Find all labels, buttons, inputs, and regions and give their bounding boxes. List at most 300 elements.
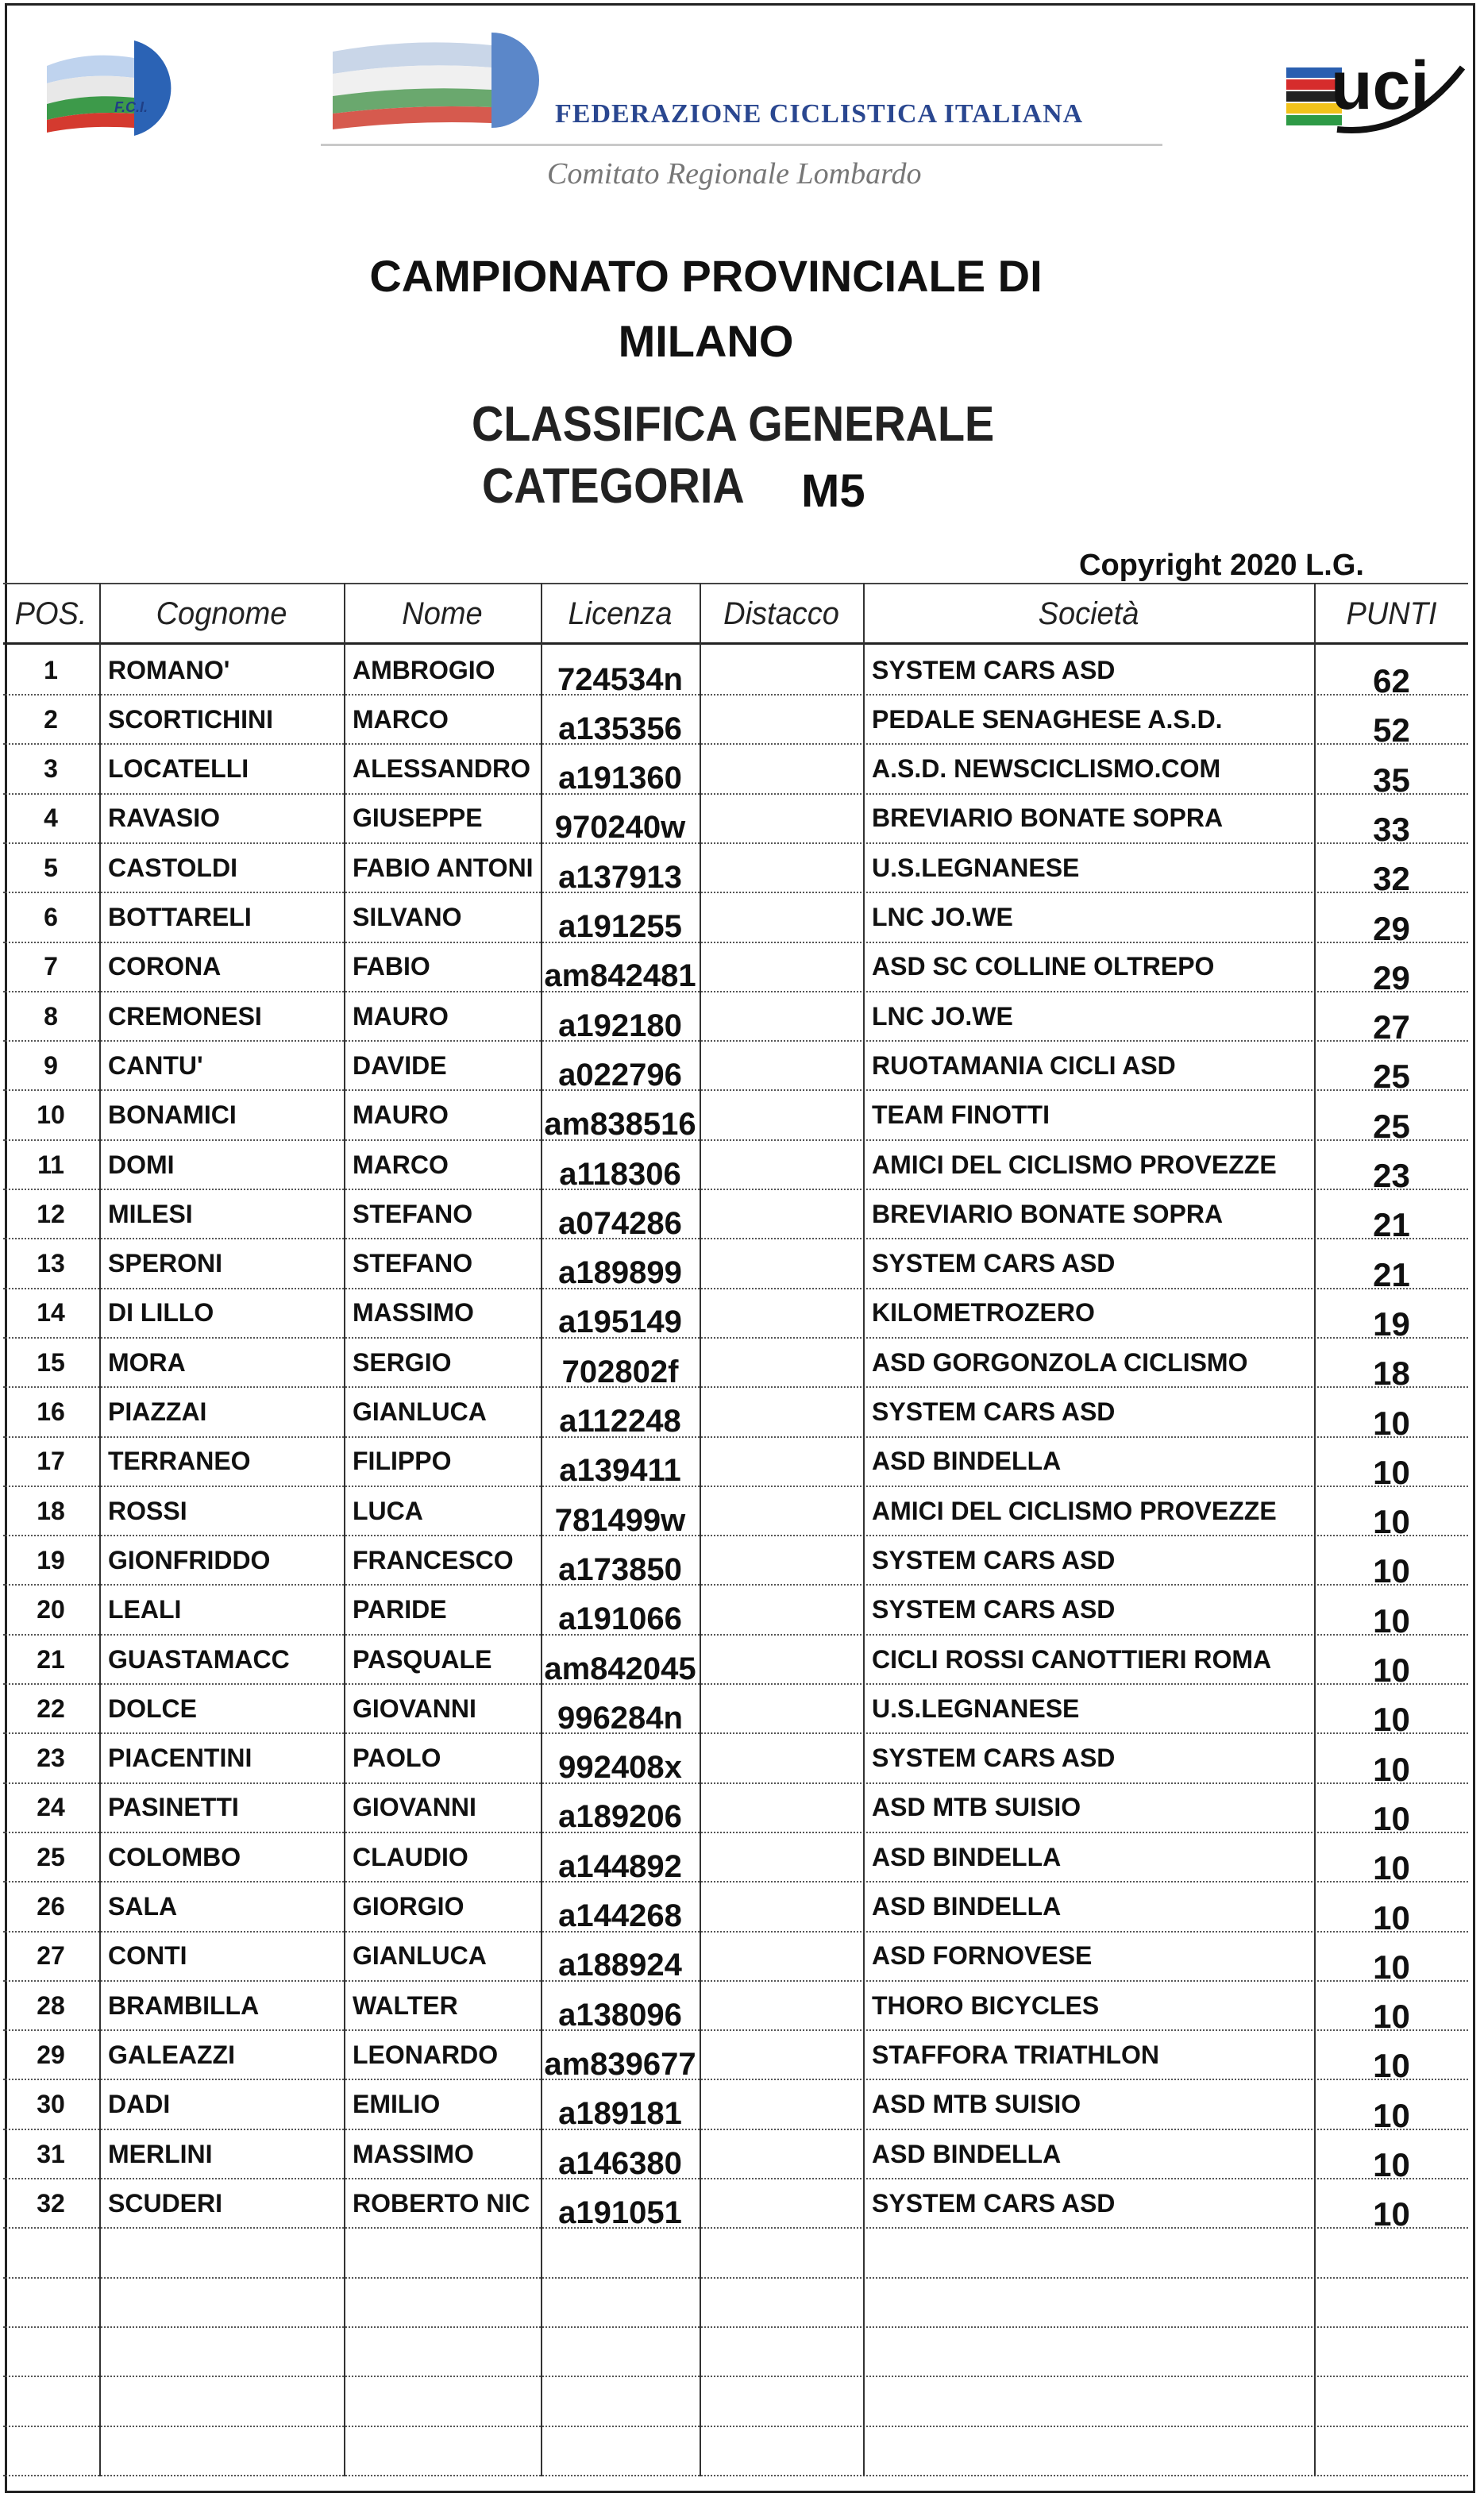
cell-societa: SYSTEM CARS ASD — [872, 1249, 1116, 1278]
cell-punti: 19 — [1373, 1304, 1410, 1343]
cell-licenza — [537, 2427, 703, 2484]
cell-nome: AMBROGIO — [353, 655, 495, 684]
table-row — [3, 1389, 1468, 1442]
cell-cognome: GUASTAMACC — [108, 1644, 290, 1674]
cell-cognome: TERRANEO — [108, 1447, 251, 1476]
cell-cognome: PIAZZAI — [108, 1397, 207, 1426]
cell-societa: AMICI DEL CICLISMO PROVEZZE — [872, 1150, 1277, 1179]
cell-nome: WALTER — [353, 1990, 458, 2020]
cell-pos — [3, 2229, 98, 2277]
table-row — [3, 894, 1468, 947]
cell-distacco — [700, 795, 870, 842]
cell-nome: GIOVANNI — [353, 1793, 476, 1822]
classification-title: CLASSIFICA GENERALE — [472, 397, 995, 452]
cell-societa: BREVIARIO BONATE SOPRA — [872, 1199, 1224, 1228]
cell-distacco — [700, 2179, 870, 2227]
cell-licenza: a195149 — [558, 1304, 682, 1340]
cell-societa: CICLI ROSSI CANOTTIERI ROMA — [872, 1644, 1272, 1674]
cell-distacco — [700, 2378, 870, 2426]
cell-distacco — [700, 1141, 870, 1189]
cell-societa: SYSTEM CARS ASD — [872, 1595, 1116, 1624]
cell-nome: GIOVANNI — [353, 1694, 476, 1723]
cell-societa: U.S.LEGNANESE — [872, 853, 1080, 882]
fci-logo-icon — [39, 34, 214, 141]
cell-punti: 10 — [1373, 2195, 1410, 2233]
cell-licenza: a191066 — [558, 1601, 682, 1637]
cell-societa — [864, 2328, 1321, 2376]
cell-pos: 5 — [44, 853, 58, 882]
table-row — [3, 2130, 1468, 2183]
category-label: CATEGORIA — [482, 459, 745, 514]
table-row — [3, 1141, 1468, 1194]
cell-licenza: a144268 — [558, 1898, 682, 1933]
cell-cognome: BONAMICI — [108, 1100, 237, 1130]
cell-licenza: a189181 — [558, 2096, 682, 2132]
cell-societa: RUOTAMANIA CICLI ASD — [872, 1050, 1176, 1080]
cell-licenza: a146380 — [558, 2145, 682, 2181]
table-row — [3, 1735, 1468, 1788]
cell-cognome: BOTTARELI — [108, 903, 252, 931]
cell-distacco — [700, 1933, 870, 1980]
table-row — [3, 1289, 1468, 1343]
cell-nome: FILIPPO — [353, 1447, 452, 1476]
table-row — [3, 795, 1468, 848]
cell-licenza: a144892 — [558, 1848, 682, 1884]
cell-distacco — [700, 1289, 870, 1337]
cell-distacco — [700, 2328, 870, 2376]
cell-cognome — [100, 2378, 351, 2426]
cell-distacco — [700, 1982, 870, 2029]
uci-logo-icon — [1282, 36, 1472, 143]
cell-distacco — [700, 1092, 870, 1139]
column-divider — [700, 583, 701, 2476]
cell-licenza — [537, 2328, 703, 2385]
empty-table-row — [3, 2229, 1468, 2279]
cell-cognome: SPERONI — [108, 1249, 223, 1278]
cell-distacco — [700, 1190, 870, 1238]
cell-punti: 10 — [1373, 1750, 1410, 1788]
cell-cognome: MORA — [108, 1347, 186, 1377]
cell-societa — [864, 2427, 1321, 2475]
cell-distacco — [700, 1883, 870, 1931]
cell-licenza: a112248 — [559, 1404, 681, 1439]
cell-pos: 22 — [37, 1694, 65, 1723]
cell-punti: 10 — [1373, 1453, 1410, 1491]
cell-societa: LNC JO.WE — [872, 1001, 1013, 1031]
column-divider — [99, 583, 101, 2476]
cell-societa: BREVIARIO BONATE SOPRA — [872, 803, 1224, 833]
cell-nome: LEONARDO — [353, 2040, 499, 2069]
cell-nome — [345, 2427, 548, 2475]
cell-pos — [3, 2427, 98, 2475]
cell-licenza — [537, 2229, 703, 2287]
cell-cognome: GALEAZZI — [108, 2040, 235, 2069]
table-row — [3, 1883, 1468, 1936]
table-row — [3, 1190, 1468, 1244]
cell-distacco — [700, 1685, 870, 1732]
cell-nome: GIORGIO — [353, 1892, 464, 1921]
cell-punti: 10 — [1373, 1898, 1410, 1936]
cell-distacco — [700, 1636, 870, 1683]
cell-licenza: a189206 — [558, 1799, 682, 1835]
cell-licenza: 724534n — [557, 661, 683, 697]
cell-societa: ASD BINDELLA — [872, 1447, 1062, 1476]
table-row — [3, 646, 1468, 699]
header-punti: PUNTI — [1346, 595, 1437, 631]
cell-pos: 14 — [37, 1298, 65, 1328]
cell-nome: FABIO ANTONI — [353, 853, 534, 882]
empty-table-row — [3, 2378, 1468, 2427]
cell-nome: LUCA — [353, 1496, 423, 1525]
cell-licenza: a135356 — [558, 711, 682, 746]
cell-pos: 4 — [44, 803, 58, 833]
empty-table-row — [3, 2328, 1468, 2377]
cell-punti: 10 — [1373, 1849, 1410, 1887]
cell-punti: 25 — [1373, 1107, 1410, 1145]
cell-cognome: DOLCE — [108, 1694, 197, 1723]
cell-societa: KILOMETROZERO — [872, 1298, 1095, 1328]
cell-distacco — [700, 844, 870, 892]
cell-cognome: COLOMBO — [108, 1842, 241, 1871]
cell-licenza: 781499w — [554, 1502, 686, 1538]
column-divider — [541, 583, 542, 2476]
cell-pos: 8 — [44, 1001, 58, 1031]
cell-pos: 23 — [37, 1744, 65, 1773]
cell-cognome — [100, 2328, 351, 2376]
cell-distacco — [700, 1389, 870, 1436]
cell-licenza: 702802f — [561, 1354, 679, 1389]
table-row — [3, 2081, 1468, 2134]
cell-licenza: a191051 — [558, 2195, 682, 2230]
cell-nome: MARCO — [353, 704, 449, 734]
cell-societa — [864, 2229, 1321, 2277]
cell-societa: ASD SC COLLINE OLTREPO — [872, 952, 1215, 981]
cell-cognome: ROSSI — [108, 1496, 187, 1525]
cell-nome: ROBERTO NIC — [353, 2188, 530, 2218]
cell-nome: SILVANO — [353, 903, 462, 931]
federation-name: FEDERAZIONE CICLISTICA ITALIANA — [555, 99, 1084, 129]
table-row — [3, 1833, 1468, 1887]
cell-punti: 10 — [1373, 1701, 1410, 1739]
cell-punti: 29 — [1373, 909, 1410, 947]
category-value: M5 — [801, 465, 865, 517]
cell-punti: 10 — [1373, 1552, 1410, 1590]
cell-nome: STEFANO — [353, 1249, 473, 1278]
cell-pos: 15 — [37, 1347, 65, 1377]
table-row — [3, 746, 1468, 799]
cell-pos: 26 — [37, 1892, 65, 1921]
header-pos: POS. — [14, 595, 87, 631]
cell-nome: PASQUALE — [353, 1644, 492, 1674]
cell-pos: 31 — [37, 2139, 65, 2168]
empty-table-row — [3, 2279, 1468, 2328]
cell-societa: ASD BINDELLA — [872, 1892, 1062, 1921]
cell-societa: U.S.LEGNANESE — [872, 1694, 1080, 1723]
cell-nome: ALESSANDRO — [353, 754, 531, 784]
cell-cognome: DADI — [108, 2090, 171, 2119]
cell-punti: 10 — [1373, 1503, 1410, 1541]
header-societa: Società — [1038, 595, 1139, 631]
cell-societa: ASD FORNOVESE — [872, 1941, 1093, 1971]
cell-distacco — [700, 1240, 870, 1288]
federation-flag-icon — [325, 28, 555, 135]
cell-societa: LNC JO.WE — [872, 903, 1013, 931]
cell-societa: AMICI DEL CICLISMO PROVEZZE — [872, 1496, 1277, 1525]
cell-societa: ASD MTB SUISIO — [872, 2090, 1081, 2119]
header-distacco: Distacco — [723, 595, 839, 631]
cell-licenza: a137913 — [558, 859, 682, 895]
cell-nome: FRANCESCO — [353, 1545, 514, 1574]
title-line-2: MILANO — [618, 316, 794, 366]
cell-licenza — [537, 2378, 703, 2435]
cell-nome: MARCO — [353, 1150, 449, 1179]
cell-pos — [3, 2378, 98, 2426]
copyright-notice: Copyright 2020 L.G. — [1079, 549, 1364, 582]
cell-societa: SYSTEM CARS ASD — [872, 1744, 1116, 1773]
cell-societa: SYSTEM CARS ASD — [872, 1397, 1116, 1426]
cell-licenza: am842045 — [544, 1651, 696, 1686]
cell-punti: 23 — [1373, 1157, 1410, 1194]
cell-licenza: 992408x — [558, 1750, 682, 1786]
cell-societa — [864, 2279, 1321, 2326]
cell-nome — [345, 2328, 548, 2376]
cell-punti: 27 — [1373, 1008, 1410, 1046]
cell-licenza: a118306 — [559, 1156, 681, 1192]
cell-punti: 21 — [1373, 1206, 1410, 1244]
cell-cognome: LOCATELLI — [108, 754, 249, 784]
table-row — [3, 1685, 1468, 1739]
cell-nome: MAURO — [353, 1001, 449, 1031]
table-row — [3, 1487, 1468, 1541]
cell-cognome — [100, 2427, 351, 2475]
cell-cognome: SCUDERI — [108, 2188, 223, 2218]
cell-licenza: a139411 — [559, 1453, 681, 1489]
cell-licenza: am839677 — [544, 2046, 696, 2082]
cell-distacco — [700, 2130, 870, 2178]
cell-punti: 10 — [1373, 2047, 1410, 2085]
cell-licenza: a022796 — [558, 1057, 682, 1093]
cell-distacco — [700, 696, 870, 743]
cell-licenza: a189899 — [558, 1255, 682, 1291]
cell-nome — [345, 2378, 548, 2426]
cell-distacco — [700, 1438, 870, 1486]
cell-punti — [1315, 2427, 1468, 2486]
cell-pos: 30 — [37, 2090, 65, 2119]
cell-societa: ASD BINDELLA — [872, 1842, 1062, 1871]
cell-pos: 20 — [37, 1595, 65, 1624]
cell-nome — [345, 2279, 548, 2326]
table-row — [3, 2031, 1468, 2085]
cell-distacco — [700, 646, 870, 694]
header-cognome: Cognome — [156, 595, 287, 631]
cell-cognome: CASTOLDI — [108, 853, 237, 882]
cell-cognome: SALA — [108, 1892, 178, 1921]
cell-pos: 16 — [37, 1397, 65, 1426]
cell-pos — [3, 2328, 98, 2376]
table-row — [3, 943, 1468, 996]
table-row — [3, 696, 1468, 750]
cell-pos: 7 — [44, 952, 58, 981]
cell-nome: EMILIO — [353, 2090, 441, 2119]
cell-nome: FABIO — [353, 952, 430, 981]
table-row — [3, 1438, 1468, 1491]
cell-cognome — [100, 2279, 351, 2326]
cell-pos — [3, 2279, 98, 2326]
header-licenza: Licenza — [568, 595, 673, 631]
cell-pos: 12 — [37, 1199, 65, 1228]
cell-punti: 62 — [1373, 662, 1410, 699]
cell-pos: 11 — [37, 1150, 64, 1179]
table-row — [3, 1933, 1468, 1986]
cell-punti: 10 — [1373, 1601, 1410, 1640]
cell-societa: ASD GORGONZOLA CICLISMO — [872, 1347, 1248, 1377]
table-row — [3, 1586, 1468, 1640]
cell-distacco — [700, 943, 870, 991]
table-row — [3, 2179, 1468, 2233]
cell-nome: GIANLUCA — [353, 1941, 487, 1971]
cell-punti: 33 — [1373, 810, 1410, 848]
cell-cognome — [100, 2229, 351, 2277]
cell-cognome: GIONFRIDDO — [108, 1545, 271, 1574]
cell-cognome: MILESI — [108, 1199, 193, 1228]
cell-pos: 28 — [37, 1990, 65, 2020]
cell-pos: 9 — [44, 1050, 58, 1080]
cell-pos: 27 — [37, 1941, 65, 1971]
cell-pos: 19 — [37, 1545, 65, 1574]
cell-societa: SYSTEM CARS ASD — [872, 1545, 1116, 1574]
title-line-1: CAMPIONATO PROVINCIALE DI — [369, 251, 1043, 301]
cell-punti: 35 — [1373, 761, 1410, 799]
cell-licenza: am838516 — [544, 1107, 696, 1143]
cell-cognome: SCORTICHINI — [108, 704, 273, 734]
cell-nome: CLAUDIO — [353, 1842, 468, 1871]
cell-punti: 10 — [1373, 1799, 1410, 1837]
cell-pos: 25 — [37, 1842, 65, 1871]
cell-licenza: am842481 — [544, 958, 696, 994]
column-divider — [344, 583, 345, 2476]
table-row — [3, 1536, 1468, 1590]
cell-pos: 17 — [37, 1447, 65, 1476]
table-row — [3, 844, 1468, 898]
cell-cognome: CREMONESI — [108, 1001, 262, 1031]
cell-societa: SYSTEM CARS ASD — [872, 2188, 1116, 2218]
cell-pos: 21 — [37, 1644, 65, 1674]
cell-societa: THORO BICYCLES — [872, 1990, 1100, 2020]
table-row — [3, 1240, 1468, 1293]
page-title — [341, 244, 1071, 374]
cell-nome: PAOLO — [353, 1744, 441, 1773]
cell-punti: 29 — [1373, 958, 1410, 996]
cell-cognome: RAVASIO — [108, 803, 221, 833]
cell-cognome: DOMI — [108, 1150, 175, 1179]
header-nome: Nome — [402, 595, 483, 631]
cell-societa: A.S.D. NEWSCICLISMO.COM — [872, 754, 1221, 784]
cell-distacco — [700, 2031, 870, 2079]
cell-punti: 25 — [1373, 1058, 1410, 1096]
cell-licenza: a138096 — [558, 1997, 682, 2033]
cell-distacco — [700, 2427, 870, 2475]
cell-nome: MAURO — [353, 1100, 449, 1130]
cell-distacco — [700, 1784, 870, 1832]
cell-licenza: a192180 — [558, 1008, 682, 1043]
cell-punti: 10 — [1373, 1651, 1410, 1689]
cell-pos: 10 — [37, 1100, 65, 1130]
cell-punti: 18 — [1373, 1355, 1410, 1393]
cell-punti: 21 — [1373, 1255, 1410, 1293]
cell-pos: 2 — [44, 704, 58, 734]
cell-punti: 10 — [1373, 2096, 1410, 2134]
cell-licenza: 996284n — [557, 1700, 683, 1736]
cell-societa: PEDALE SENAGHESE A.S.D. — [872, 704, 1223, 734]
cell-cognome: LEALI — [108, 1595, 182, 1624]
cell-societa: ASD BINDELLA — [872, 2139, 1062, 2168]
header-divider — [321, 144, 1162, 146]
cell-punti: 32 — [1373, 860, 1410, 898]
cell-punti: 10 — [1373, 1948, 1410, 1986]
cell-distacco — [700, 1735, 870, 1782]
cell-societa: SYSTEM CARS ASD — [872, 655, 1116, 684]
cell-licenza: a191255 — [558, 909, 682, 944]
table-row — [3, 1636, 1468, 1689]
cell-societa — [864, 2378, 1321, 2426]
cell-licenza: a173850 — [558, 1551, 682, 1587]
cell-pos: 32 — [37, 2188, 65, 2218]
cell-nome: DAVIDE — [353, 1050, 447, 1080]
table-row — [3, 1982, 1468, 2036]
svg-text:uci: uci — [1331, 48, 1430, 124]
cell-nome: SERGIO — [353, 1347, 452, 1377]
cell-cognome: MERLINI — [108, 2139, 213, 2168]
cell-cognome: ROMANO' — [108, 655, 230, 684]
cell-distacco — [700, 992, 870, 1040]
cell-distacco — [700, 1042, 870, 1089]
cell-punti: 52 — [1373, 711, 1410, 750]
cell-punti: 10 — [1373, 2146, 1410, 2183]
cell-nome: MASSIMO — [353, 1298, 474, 1328]
cell-distacco — [700, 1586, 870, 1634]
cell-distacco — [700, 2279, 870, 2326]
cell-societa: TEAM FINOTTI — [872, 1100, 1050, 1130]
cell-distacco — [700, 2229, 870, 2277]
cell-nome: PARIDE — [353, 1595, 447, 1624]
cell-distacco — [700, 1536, 870, 1584]
cell-nome: GIANLUCA — [353, 1397, 487, 1426]
cell-licenza: a188924 — [558, 1948, 682, 1983]
cell-licenza: 970240w — [554, 810, 686, 846]
cell-pos: 13 — [37, 1249, 65, 1278]
cell-nome — [345, 2229, 548, 2277]
cell-punti: 10 — [1373, 1998, 1410, 2036]
cell-cognome: PIACENTINI — [108, 1744, 252, 1773]
cell-nome: MASSIMO — [353, 2139, 474, 2168]
regional-committee-name: Comitato Regionale Lombardo — [547, 157, 922, 191]
cell-distacco — [700, 894, 870, 942]
cell-pos: 24 — [37, 1793, 65, 1822]
svg-text:F.C.I.: F.C.I. — [114, 99, 148, 115]
table-row — [3, 1092, 1468, 1145]
cell-pos: 3 — [44, 754, 58, 784]
cell-punti: 10 — [1373, 1404, 1410, 1442]
cell-distacco — [700, 746, 870, 793]
column-divider — [863, 583, 865, 2476]
cell-cognome: DI LILLO — [108, 1298, 214, 1328]
cell-nome: STEFANO — [353, 1199, 473, 1228]
table-row — [3, 992, 1468, 1046]
cell-societa: STAFFORA TRIATHLON — [872, 2040, 1160, 2069]
cell-licenza: a191360 — [558, 761, 682, 796]
cell-pos: 6 — [44, 903, 58, 931]
empty-table-row — [3, 2427, 1468, 2476]
